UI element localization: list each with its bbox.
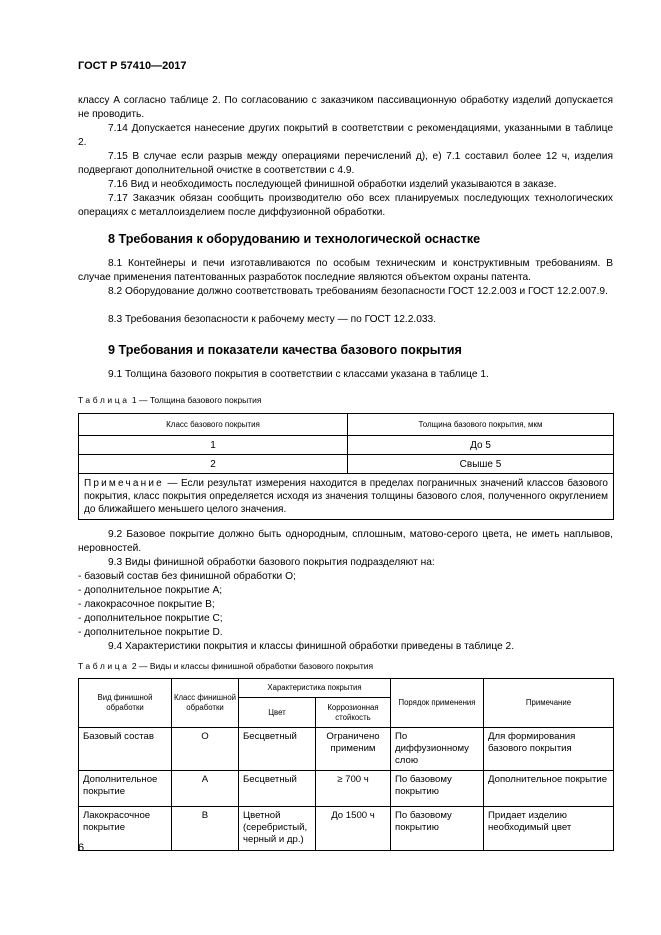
table-2-cell: Лакокрасочное покрытие xyxy=(79,807,172,851)
table-1-note-text: — Если результат измерения находится в пределах пограничных значений классов базового покрытия, класс покрытия определяется исходя из значения толщины базового слоя, полученного округлением до ближайшего меньшего целого значения. xyxy=(84,478,608,515)
page-number: 6 xyxy=(78,842,85,854)
paragraph-8-3: 8.3 Требования безопасности к рабочему месту — по ГОСТ 12.2.033. xyxy=(108,314,437,325)
table-row xyxy=(79,455,614,474)
table-2-cell: Базовый состав xyxy=(79,728,172,771)
table-2-cell: Бесцветный xyxy=(239,771,316,807)
table-1-caption xyxy=(78,395,262,405)
table-2-cell: О xyxy=(172,728,239,771)
table-1-caption-word: Таблица xyxy=(78,395,130,405)
section-8-title: 8 Требования к оборудованию и технологической оснастке xyxy=(108,232,481,246)
table-1-caption-text: 1 — Толщина базового покрытия xyxy=(131,395,262,405)
table-row xyxy=(79,728,614,771)
table-2-header-characteristics: Характеристика покрытия xyxy=(239,679,391,698)
table-2-cell: Бесцветный xyxy=(239,728,316,771)
table-2-cell: По базовому покрытию xyxy=(391,807,484,851)
section-9-title: 9 Требования и показатели качества базового покрытия xyxy=(108,343,462,357)
paragraph-8-2: 8.2 Оборудование должно соответствовать требованиям безопасности ГОСТ 12.2.003 и ГОСТ 12.2.007.9. xyxy=(108,286,608,297)
table-1 xyxy=(78,413,614,520)
list-item: - базовый состав без финишной обработки О; xyxy=(78,571,296,582)
table-2-cell: Дополнительное покрытие xyxy=(484,771,614,807)
table-2-cell: В xyxy=(172,807,239,851)
table-2-cell: А xyxy=(172,771,239,807)
table-1-header-thickness: Толщина базового покрытия, мкм xyxy=(348,414,614,436)
table-2-header-color: Цвет xyxy=(239,698,316,728)
table-2-header-class: Класс финишной обработки xyxy=(172,679,239,728)
table-1-note xyxy=(79,474,614,520)
table-2-cell: До 1500 ч xyxy=(316,807,391,851)
list-item: - лакокрасочное покрытие В; xyxy=(78,599,215,610)
table-2-caption xyxy=(78,661,373,671)
list-item: - дополнительное покрытие С; xyxy=(78,613,223,624)
paragraph-7-13-cont: классу А согласно таблице 2. По согласованию с заказчиком пассивационную обработку изделий допускается не проводить. xyxy=(78,95,613,120)
paragraph-7-15: 7.15 В случае если разрыв между операциями перечислений д), е) 7.1 составил более 12 ч, изделия подвергают дополнительной очистке в соответствии с 4.9. xyxy=(78,151,613,176)
list-item: - дополнительное покрытие D. xyxy=(78,627,223,638)
paragraph-9-1: 9.1 Толщина базового покрытия в соответствии с классами указана в таблице 1. xyxy=(108,369,489,380)
table-row xyxy=(79,436,614,455)
list-item: - дополнительное покрытие А; xyxy=(78,585,223,596)
table-1-header-class: Класс базового покрытия xyxy=(79,414,348,436)
table-2-header-corrosion: Коррозионная стойкость xyxy=(316,698,391,728)
table-2-cell: Дополнительное покрытие xyxy=(79,771,172,807)
table-2-cell: Придает изделию необходимый цвет xyxy=(484,807,614,851)
table-2-cell: По базовому покрытию xyxy=(391,771,484,807)
paragraph-8-1: 8.1 Контейнеры и печи изготавливаются по особым техническим и конструктивным требованиям. В случае применения патентованных разработок последние являются объектом охраны патента. xyxy=(78,258,613,283)
paragraph-7-16: 7.16 Вид и необходимость последующей финишной обработки изделий указываются в заказе. xyxy=(108,179,557,190)
table-2-cell: По диффузионному слою xyxy=(391,728,484,771)
table-2-header-type: Вид финишной обработки xyxy=(79,679,172,728)
table-2-header-order: Порядок применения xyxy=(391,679,484,728)
table-row xyxy=(79,771,614,807)
table-2-cell: Для формирования базового покрытия xyxy=(484,728,614,771)
table-2-cell: ≥ 700 ч xyxy=(316,771,391,807)
table-2 xyxy=(78,678,614,851)
paragraph-9-4: 9.4 Характеристики покрытия и классы финишной обработки приведены в таблице 2. xyxy=(108,641,515,652)
paragraph-9-2: 9.2 Базовое покрытие должно быть однородным, сплошным, матово-серого цвета, не иметь наплывов, неровностей. xyxy=(78,529,613,554)
table-2-header-note: Примечание xyxy=(484,679,614,728)
table-1-cell: 2 xyxy=(79,455,348,474)
document-header: ГОСТ Р 57410—2017 xyxy=(78,60,187,72)
table-1-cell: 1 xyxy=(79,436,348,455)
table-1-cell: Свыше 5 xyxy=(348,455,614,474)
table-2-caption-text: 2 — Виды и классы финишной обработки базового покрытия xyxy=(131,661,374,671)
paragraph-7-17: 7.17 Заказчик обязан сообщить производителю обо всех планируемых последующих технологических операциях с металлоизделием после диффузионной обработки. xyxy=(78,193,613,218)
paragraph-7-14: 7.14 Допускается нанесение других покрытий в соответствии с рекомендациями, указанными в таблице 2. xyxy=(78,123,613,148)
table-2-cell: Цветной (серебристый, черный и др.) xyxy=(239,807,316,851)
table-2-cell: Ограничено применим xyxy=(316,728,391,771)
paragraph-9-3: 9.3 Виды финишной обработки базового покрытия подразделяют на: xyxy=(108,557,435,568)
table-1-cell: До 5 xyxy=(348,436,614,455)
table-1-note-label: Примечание xyxy=(84,478,164,489)
table-row xyxy=(79,807,614,851)
table-2-caption-word: Таблица xyxy=(78,661,130,671)
